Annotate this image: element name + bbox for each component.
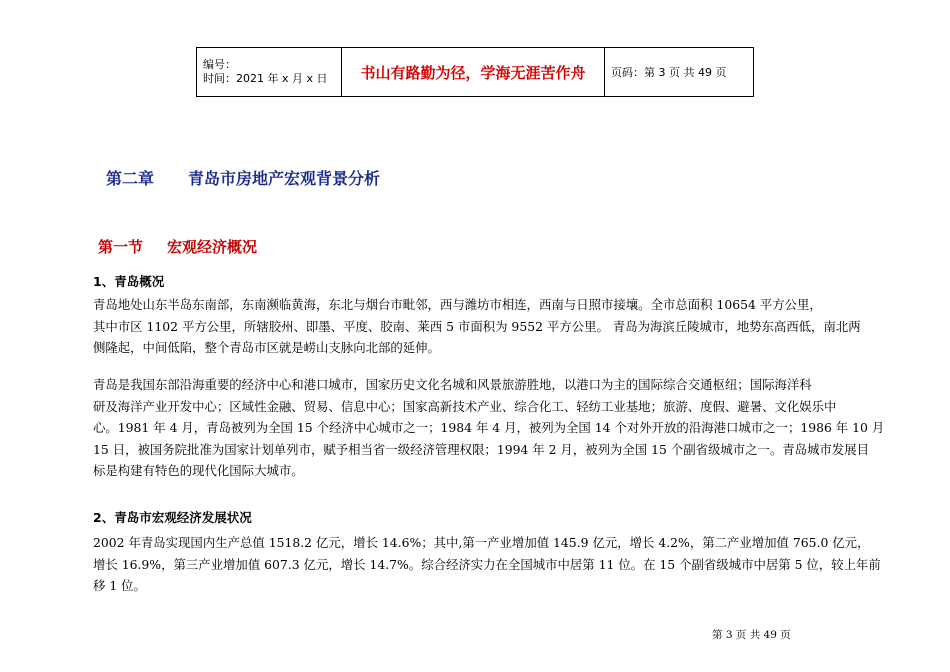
paragraph-line: 青岛地处山东半岛东南部，东南濒临黄海，东北与烟台市毗邻，西与潍坊市相连，西南与日照市接壤。全市总面积 10654 平方公里， [93,297,822,312]
paragraph-line: 15 日，被国务院批准为国家计划单列市，赋予相当省一级经济管理权限；1994 年 2 月，被列为全国 15 个副省级城市之一。青岛城市发展目 [93,441,870,457]
paragraph-line: 增长 16.9%，第三产业增加值 607.3 亿元，增长 14.7%。综合经济实力在全国城市中居第 11 位。在 15 个副省级城市中居第 5 位，较上年前 [93,556,881,572]
header-meta-cell [197,48,342,97]
subheading-qingdao-overview: 1、青岛概况 [93,274,165,289]
paragraph-line: 2002 年青岛实现国内生产总值 1518.2 亿元，增长 14.6%；其中,第一产业增加值 145.9 亿元，增长 4.2%，第二产业增加值 765.0 亿元， [93,535,870,550]
date-label: 时间：2021 年 x 月 x 日 [203,72,328,85]
page-footer: 第 3 页 共 49 页 [712,629,791,641]
paragraph-city-profile [93,374,885,482]
paragraph-line: 侧隆起，中间低陷，整个青岛市区就是崂山支脉向北部的延伸。 [93,340,440,355]
chapter-heading [106,166,380,189]
paragraph-line: 移 1 位。 [93,578,146,593]
paragraph-line: 研及海洋产业开发中心；区域性金融、贸易、信息中心；国家高新技术产业、综合化工、轻纺工业基地；旅游、度假、避暑、文化娱乐中 [93,398,837,414]
chapter-title: 青岛市房地产宏观背景分析 [188,169,381,188]
chapter-number: 第二章 [106,169,155,188]
section-title: 宏观经济概况 [167,238,258,256]
header-motto: 书山有路勤为径，学海无涯苦作舟 [342,48,605,97]
paragraph-gdp [93,532,885,597]
section-number: 第一节 [98,238,144,256]
paragraph-line: 心。1981 年 4 月，青岛被列为全国 15 个经济中心城市之一；1984 年 4 月，被列为全国 14 个对外开放的沿海港口城市之一；1986 年 10 月 [93,420,885,435]
paragraph-line: 其中市区 1102 平方公里，所辖胶州、即墨、平度、胶南、莱西 5 市面积为 9552 平方公里。 青岛为海滨丘陵城市，地势东高西低，南北两 [93,318,861,334]
header-page-code: 页码：第 3 页 共 49 页 [605,48,754,97]
number-label: 编号： [203,58,236,71]
paragraph-geography [93,294,885,359]
subheading-macro-economy: 2、青岛市宏观经济发展状况 [93,510,252,525]
section-heading [98,236,257,257]
header-table [196,47,754,97]
paragraph-line: 青岛是我国东部沿海重要的经济中心和港口城市，国家历史文化名城和风景旅游胜地，以港口为主的国际综合交通枢纽；国际海洋科 [93,377,812,392]
paragraph-line: 标是构建有特色的现代化国际大城市。 [93,463,304,478]
